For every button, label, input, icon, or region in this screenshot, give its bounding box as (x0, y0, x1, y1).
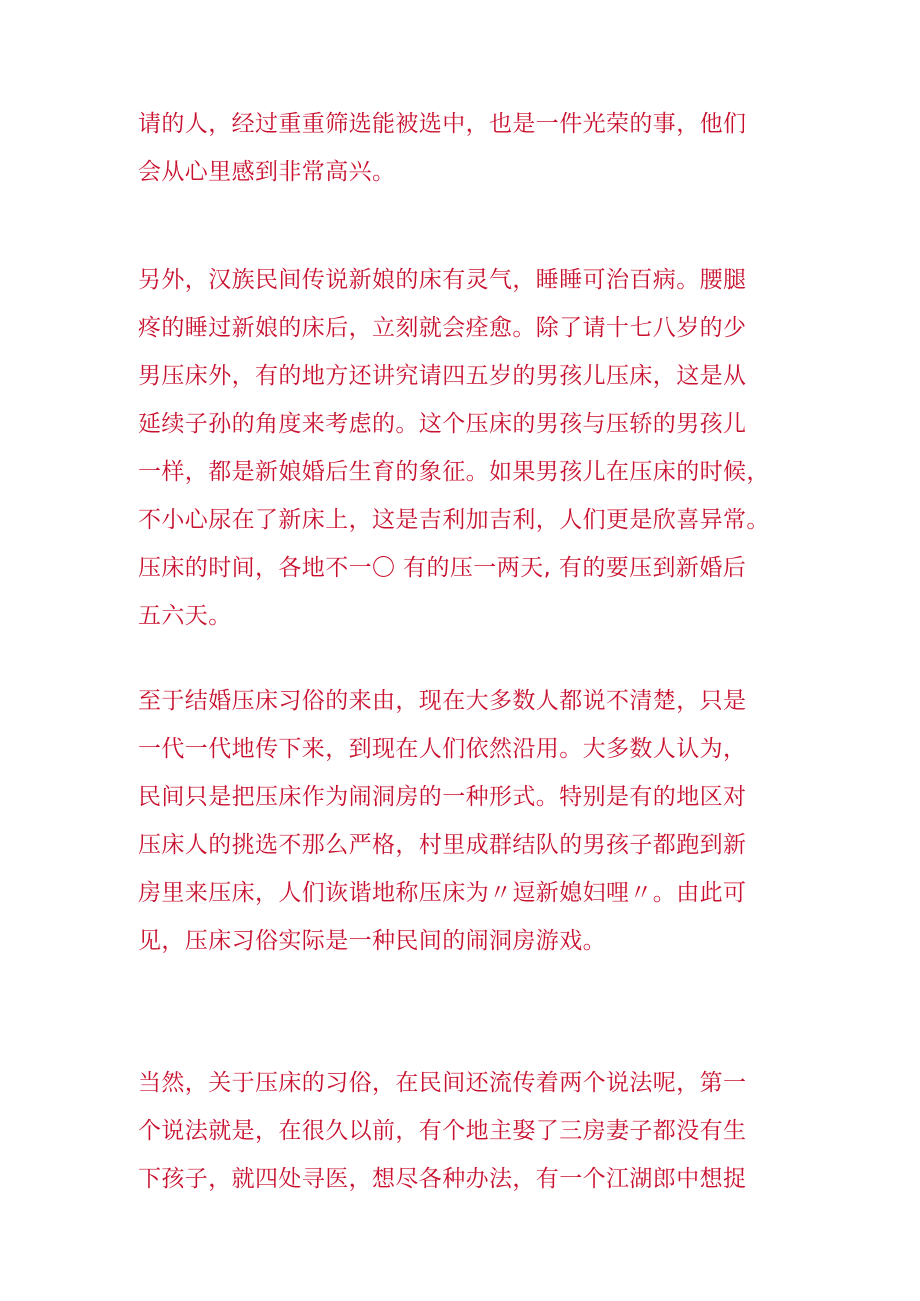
text-line: 另外，汉族民间传说新娘的床有灵气，睡睡可治百病。腰腿 (138, 267, 747, 293)
text-line: 不小心尿在了新床上，这是吉利加吉利，人们更是欣喜异常。 (138, 507, 770, 533)
text-line: 一样，都是新娘婚后生育的象征。如果男孩儿在压床的时候， (138, 459, 770, 485)
text-line: 民间只是把压床作为闹洞房的一种形式。特别是有的地区对 (138, 784, 747, 810)
text-line: 五六天。 (138, 603, 232, 629)
text-line: 疼的睡过新娘的床后，立刻就会痊愈。除了请十七八岁的少 (138, 315, 747, 341)
paragraph-2 (138, 256, 798, 640)
text-line: 当然，关于压床的习俗，在民间还流传着两个说法呢，第一 (138, 1070, 747, 1096)
paragraph-1 (138, 100, 798, 196)
text-line: 会从心里感到非常高兴。 (138, 159, 396, 185)
paragraph-3 (138, 677, 798, 965)
text-line: 房里来压床，人们诙谐地称压床为〃逗新媳妇哩〃。由此可 (138, 880, 747, 906)
paragraph-4 (138, 1059, 798, 1203)
text-line: 压床人的挑选不那么严格，村里成群结队的男孩子都跑到新 (138, 832, 747, 858)
text-line: 男压床外，有的地方还讲究请四五岁的男孩儿压床，这是从 (138, 363, 747, 389)
text-line: 一代一代地传下来，到现在人们依然沿用。大多数人认为， (138, 736, 747, 762)
text-line: 压床的时间，各地不一〇 有的压一两天, 有的要压到新婚后 (138, 555, 747, 581)
text-line: 下孩子，就四处寻医，想尽各种办法，有一个江湖郎中想捉 (138, 1166, 747, 1192)
text-line: 个说法就是，在很久以前，有个地主娶了三房妻子都没有生 (138, 1118, 747, 1144)
text-line: 请的人，经过重重筛选能被选中，也是一件光荣的事，他们 (138, 111, 747, 137)
text-line: 至于结婚压床习俗的来由，现在大多数人都说不清楚，只是 (138, 688, 747, 714)
text-line: 延续子孙的角度来考虑的。这个压床的男孩与压轿的男孩儿 (138, 411, 747, 437)
text-line: 见，压床习俗实际是一种民间的闹洞房游戏。 (138, 928, 606, 954)
